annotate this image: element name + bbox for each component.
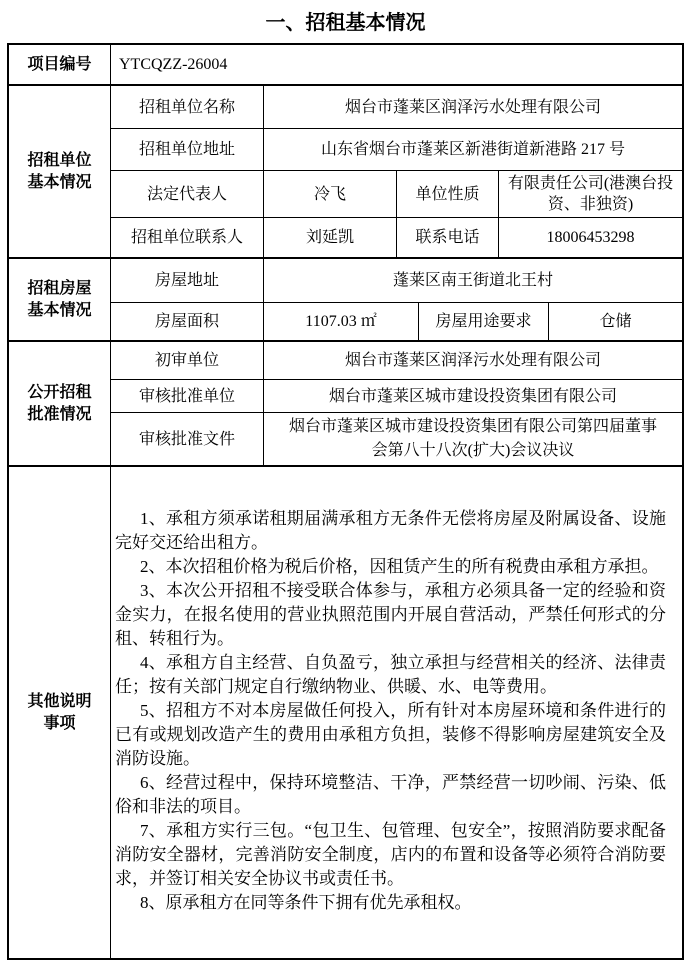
contact-person-value: 刘延凯 — [263, 218, 396, 257]
legal-rep-value: 冷飞 — [263, 171, 396, 217]
notes-content — [111, 467, 682, 958]
house-area-value: 1107.03 ㎡ — [263, 303, 418, 340]
note-item-3: 3、本次公开招租不接受联合体参与，承租方必须具备一定的经验和资金实力，在报名使用的营业执照范围内开展自营活动，严禁任何形式的分租、转租行为。 — [115, 581, 666, 648]
contact-phone-label: 联系电话 — [396, 218, 498, 257]
approval-rows — [111, 342, 682, 465]
notes-section — [9, 465, 682, 958]
project-id-value: YTCQZZ-26004 — [119, 56, 228, 73]
approval-unit-row — [111, 379, 682, 412]
project-id-label: 项目编号 — [9, 45, 111, 84]
landlord-rows — [111, 86, 682, 257]
landlord-name-row — [111, 86, 682, 128]
initial-review-value: 烟台市蓬莱区润泽污水处理有限公司 — [263, 342, 682, 379]
project-id-row — [9, 45, 682, 84]
unit-nature-value: 有限责任公司(港澳台投资、非独资) — [498, 171, 682, 217]
contact-phone-value: 18006453298 — [498, 218, 682, 257]
landlord-section-header: 招租单位基本情况 — [9, 86, 111, 257]
landlord-name-label: 招租单位名称 — [138, 98, 235, 116]
initial-review-label: 初审单位 — [154, 352, 219, 369]
note-item-2: 2、本次招租价格为税后价格，因租赁产生的所有税费由承租方承担。 — [140, 557, 659, 576]
landlord-address-row — [111, 128, 682, 170]
house-rows — [111, 259, 682, 340]
approval-doc-row — [111, 412, 682, 465]
house-area-row — [111, 302, 682, 340]
legal-rep-label: 法定代表人 — [146, 185, 227, 203]
house-area-label: 房屋面积 — [154, 313, 219, 330]
house-address-row — [111, 259, 682, 302]
note-item-4: 4、承租方自主经营、自负盈亏，独立承担与经营相关的经济、法律责任；按有关部门规定自行缴纳物业、供暖、水、电等费用。 — [115, 653, 666, 696]
approval-doc-label: 审核批准文件 — [138, 430, 235, 448]
note-item-5: 5、招租方不对本房屋做任何投入，所有针对本房屋环境和条件进行的已有或规划改造产生的费用由承租方负担，装修不得影响房屋建筑安全及消防设施。 — [115, 701, 666, 768]
note-item-6: 6、经营过程中，保持环境整洁、干净，严禁经营一切吵闹、污染、低俗和非法的项目。 — [115, 773, 666, 816]
legal-rep-row — [111, 170, 682, 217]
contact-person-label: 招租单位联系人 — [130, 229, 243, 246]
contact-person-row — [111, 217, 682, 257]
rental-info-table — [7, 43, 684, 960]
house-usage-value: 仓储 — [548, 303, 682, 340]
note-item-7: 7、承租方实行三包。“包卫生、包管理、包安全”，按照消防要求配备消防安全器材，完善消防安全制度，店内的布置和设备等必须符合消防要求，并签订相关安全协议书或责任书。 — [115, 821, 666, 888]
initial-review-row — [111, 342, 682, 379]
approval-section — [9, 340, 682, 465]
approval-section-header: 公开招租批准情况 — [9, 342, 111, 465]
page-title: 一、招租基本情况 — [265, 12, 426, 34]
landlord-address-label: 招租单位地址 — [138, 141, 235, 158]
house-address-label: 房屋地址 — [154, 272, 219, 289]
notes-section-header: 其他说明事项 — [9, 467, 111, 958]
approval-doc-value: 烟台市蓬莱区城市建设投资集团有限公司第四届董事会第八十八次(扩大)会议决议 — [263, 413, 682, 465]
note-item-1: 1、承租方须承诺租期届满承租方无条件无偿将房屋及附属设备、设施完好交还给出租方。 — [115, 509, 666, 552]
note-item-8: 8、原承租方在同等条件下拥有优先承租权。 — [140, 893, 472, 912]
landlord-section — [9, 84, 682, 257]
house-section-header: 招租房屋基本情况 — [9, 259, 111, 340]
landlord-address-value: 山东省烟台市蓬莱区新港街道新港路 217 号 — [263, 129, 682, 170]
approval-unit-label: 审核批准单位 — [138, 387, 235, 405]
unit-nature-label: 单位性质 — [396, 171, 498, 217]
house-usage-label: 房屋用途要求 — [418, 303, 548, 340]
landlord-name-value: 烟台市蓬莱区润泽污水处理有限公司 — [263, 86, 682, 128]
house-section — [9, 257, 682, 340]
approval-unit-value: 烟台市蓬莱区城市建设投资集团有限公司 — [263, 380, 682, 412]
house-address-value: 蓬莱区南王街道北王村 — [263, 259, 682, 302]
